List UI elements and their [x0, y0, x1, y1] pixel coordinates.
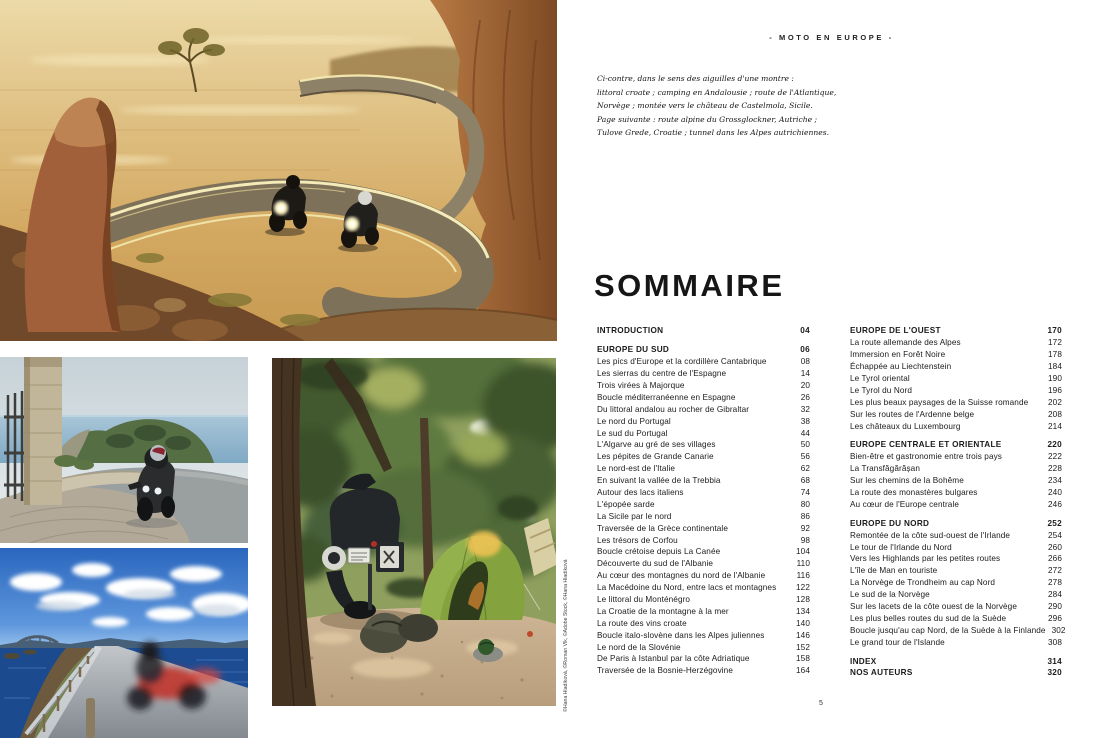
toc-section-row [597, 344, 810, 356]
toc-entry-row [597, 475, 810, 487]
photo-camping-andalusia [272, 358, 556, 706]
toc-entry-row [850, 636, 1062, 648]
toc-entry-label: En suivant la vallée de la Trebbia [597, 476, 721, 486]
toc-entry-label: Sur les routes de l'Ardenne belge [850, 409, 975, 419]
toc-entry-row [597, 605, 810, 617]
toc-entry-label: La route des vins croate [597, 618, 687, 628]
toc-entry-page-number: 252 [1047, 518, 1062, 528]
toc-entry-row [597, 380, 810, 392]
toc-entry-row [850, 577, 1062, 589]
toc-entry-page-number: 228 [1048, 464, 1062, 474]
toc-entry-label: Boucle jusqu'au cap Nord, de la Suède à la Finlande [850, 625, 1046, 635]
toc-entry-page-number: 152 [796, 642, 810, 652]
toc-entry-page-number: 272 [1048, 566, 1062, 576]
toc-entry-page-number: 32 [800, 404, 810, 414]
toc-entry-label: Le tour de l'Irlande du Nord [850, 542, 952, 552]
toc-entry-page-number: 44 [800, 428, 810, 438]
toc-entry-label: Vers les Highlands par les petites routes [850, 554, 1001, 564]
toc-entry-row [850, 475, 1062, 487]
toc-entry-label: La Sicile par le nord [597, 511, 672, 521]
toc-gap [850, 510, 1062, 517]
toc-entry-page-number: 278 [1048, 578, 1062, 588]
toc-entry-label: NOS AUTEURS [850, 668, 913, 678]
toc-entry-label: La route des monastères bulgares [850, 488, 978, 498]
toc-entry-label: La route allemande des Alpes [850, 338, 961, 348]
toc-entry-label: Les trésors de Corfou [597, 535, 678, 545]
toc-entry-label: Les châteaux du Luxembourg [850, 421, 961, 431]
toc-entry-row [597, 498, 810, 510]
folio-page-number: 5 [819, 700, 823, 707]
toc-entry-row [597, 617, 810, 629]
toc-entry-label: La Croatie de la montagne à la mer [597, 606, 729, 616]
toc-entry-page-number: 302 [1051, 625, 1066, 635]
toc-entry-page-number: 196 [1048, 385, 1062, 395]
toc-entry-label: Les sierras du centre de l'Espagne [597, 369, 727, 379]
toc-entry-page-number: 234 [1048, 476, 1062, 486]
toc-entry-page-number: 246 [1048, 499, 1062, 509]
toc-entry-label: Le grand tour de l'Islande [850, 637, 945, 647]
toc-entry-label: Le Tyrol du Nord [850, 385, 912, 395]
toc-entry-row [597, 368, 810, 380]
toc-entry-label: L'épopée sarde [597, 499, 655, 509]
toc-entry-label: Les pics d'Europe et la cordillère Cantabrique [597, 357, 767, 367]
toc-entry-row [850, 624, 1066, 636]
toc-entry-row [597, 570, 810, 582]
toc-entry-page-number: 164 [796, 666, 810, 676]
toc-entry-label: Le sud de la Norvège [850, 590, 930, 600]
toc-entry-row [850, 373, 1062, 385]
toc-entry-row [850, 553, 1062, 565]
toc-entry-page-number: 08 [800, 357, 810, 367]
toc-entry-row [597, 510, 810, 522]
caption-line: littoral croate ; camping en Andalousie ; route de l'Atlantique, [597, 87, 837, 97]
caption-line: Page suivante : route alpine du Grossglockner, Autriche ; [597, 114, 818, 124]
toc-gap [597, 337, 810, 344]
toc-column-right [850, 325, 1066, 679]
toc-entry-page-number: 56 [800, 452, 810, 462]
toc-entry-label: La Macédoine du Nord, entre lacs et montagnes [597, 583, 777, 593]
toc-entry-page-number: 104 [796, 547, 810, 557]
toc-entry-row [850, 463, 1062, 475]
toc-entry-page-number: 80 [800, 499, 810, 509]
running-header: - MOTO EN EUROPE - [769, 33, 894, 42]
toc-section-row [850, 325, 1062, 337]
toc-entry-row [597, 391, 810, 403]
toc-entry-label: Au cœur des montagnes du nord de l'Albanie [597, 571, 766, 581]
caption-line: Ci-contre, dans le sens des aiguilles d'une montre : [597, 74, 794, 83]
toc-entry-row [850, 361, 1062, 373]
toc-entry-row [597, 629, 810, 641]
toc-gap [850, 648, 1062, 655]
toc-entry-row [850, 408, 1062, 420]
toc-entry-page-number: 86 [800, 511, 810, 521]
toc-entry-page-number: 98 [800, 535, 810, 545]
toc-entry-row [597, 487, 810, 499]
toc-entry-label: Boucle méditerranéenne en Espagne [597, 392, 736, 402]
toc-entry-label: Échappée au Liechtenstein [850, 362, 952, 372]
toc-entry-page-number: 116 [796, 571, 810, 581]
toc-entry-page-number: 122 [796, 583, 810, 593]
toc-entry-page-number: 06 [800, 345, 810, 355]
toc-entry-page-number: 140 [796, 618, 810, 628]
toc-entry-row [597, 594, 810, 606]
toc-entry-label: Les pépites de Grande Canarie [597, 452, 714, 462]
toc-entry-row [597, 451, 810, 463]
toc-entry-label: Découverte du sud de l'Albanie [597, 559, 714, 569]
toc-entry-label: EUROPE DU SUD [597, 345, 670, 355]
toc-section-row [850, 517, 1062, 529]
toc-column-left [597, 325, 810, 677]
toc-entry-row [850, 529, 1062, 541]
photo-credit: ©Hana Hladíková, ©Roman Vlk, ©Adobe Stock, ©Hana Hladíková [563, 559, 569, 712]
page-title: SOMMAIRE [594, 268, 785, 303]
toc-entry-page-number: 202 [1048, 397, 1062, 407]
toc-entry-label: Bien-être et gastronomie entre trois pays [850, 452, 1003, 462]
toc-entry-page-number: 92 [800, 523, 810, 533]
toc-entry-row [850, 498, 1062, 510]
photo-atlantic-road-norway [0, 548, 248, 738]
toc-entry-label: Traversée de la Bosnie-Herzégovine [597, 666, 733, 676]
toc-entry-row [597, 522, 810, 534]
toc-entry-label: Sur les lacets de la côte ouest de la Norvège [850, 602, 1017, 612]
toc-entry-label: L'Algarve au gré de ses villages [597, 440, 716, 450]
toc-entry-label: Les plus beaux paysages de la Suisse romande [850, 397, 1029, 407]
toc-entry-row [850, 487, 1062, 499]
toc-entry-page-number: 172 [1048, 338, 1062, 348]
toc-entry-page-number: 14 [800, 369, 810, 379]
photo-croatian-coast-sunset [0, 0, 557, 341]
toc-entry-page-number: 146 [796, 630, 810, 640]
toc-entry-label: Autour des lacs italiens [597, 488, 684, 498]
toc-entry-row [597, 665, 810, 677]
toc-entry-row [850, 337, 1062, 349]
toc-entry-label: Au cœur de l'Europe centrale [850, 499, 960, 509]
toc-entry-row [597, 356, 810, 368]
toc-entry-row [850, 541, 1062, 553]
toc-section-row [850, 667, 1062, 679]
toc-entry-row [850, 589, 1062, 601]
caption-line: Norvège ; montée vers le château de Castelmola, Sicile. [597, 101, 813, 111]
toc-entry-page-number: 266 [1048, 554, 1062, 564]
toc-entry-row [597, 534, 810, 546]
toc-entry-page-number: 26 [800, 392, 810, 402]
caption-line: Tulove Grede, Croatie ; tunnel dans les Alpes autrichiennes. [597, 128, 830, 138]
toc-entry-row [597, 439, 810, 451]
toc-entry-label: EUROPE DU NORD [850, 518, 930, 528]
toc-entry-row [850, 601, 1062, 613]
toc-entry-page-number: 128 [796, 595, 810, 605]
toc-entry-page-number: 254 [1048, 530, 1062, 540]
toc-entry-page-number: 184 [1048, 362, 1062, 372]
toc-entry-page-number: 38 [800, 416, 810, 426]
toc-entry-row [597, 403, 810, 415]
toc-entry-label: Remontée de la côte sud-ouest de l'Irlande [850, 530, 1011, 540]
toc-entry-row [597, 463, 810, 475]
toc-section-row [850, 655, 1062, 667]
toc-entry-row [850, 565, 1062, 577]
toc-entry-page-number: 222 [1048, 452, 1062, 462]
toc-entry-row [850, 384, 1062, 396]
toc-entry-page-number: 50 [800, 440, 810, 450]
toc-entry-label: Trois virées à Majorque [597, 381, 685, 390]
toc-entry-row [597, 641, 810, 653]
toc-entry-row [850, 612, 1062, 624]
toc-entry-page-number: 170 [1047, 326, 1062, 336]
photo-caption [597, 72, 847, 140]
toc-entry-row [597, 415, 810, 427]
toc-entry-label: Le nord de la Slovénie [597, 642, 681, 652]
toc-entry-row [597, 653, 810, 665]
toc-entry-label: La Transfăgărășan [850, 464, 920, 474]
toc-section-row [597, 325, 810, 337]
toc-entry-page-number: 284 [1048, 590, 1062, 600]
toc-entry-row [597, 546, 810, 558]
photo-castelmola-sicily [0, 357, 248, 543]
toc-entry-label: Le Tyrol oriental [850, 374, 910, 383]
toc-entry-label: Les plus belles routes du sud de la Suède [850, 613, 1007, 623]
toc-entry-page-number: 214 [1048, 421, 1062, 431]
toc-entry-page-number: 158 [796, 654, 810, 664]
toc-entry-label: De Paris à Istanbul par la côte Adriatique [597, 654, 750, 664]
toc-entry-row [597, 558, 810, 570]
toc-entry-page-number: 178 [1048, 350, 1062, 360]
toc-entry-page-number: 208 [1048, 409, 1062, 419]
toc-entry-label: L'île de Man en touriste [850, 566, 938, 576]
toc-entry-page-number: 260 [1048, 542, 1062, 552]
toc-entry-page-number: 134 [796, 606, 810, 616]
toc-entry-label: EUROPE DE L'OUEST [850, 326, 941, 336]
toc-gap [850, 432, 1062, 439]
toc-entry-label: Le sud du Portugal [597, 428, 668, 438]
toc-entry-row [850, 349, 1062, 361]
toc-entry-page-number: 74 [800, 488, 810, 498]
toc-entry-label: La Norvège de Trondheim au cap Nord [850, 578, 996, 588]
toc-entry-page-number: 240 [1048, 488, 1062, 498]
toc-entry-label: Le nord-est de l'Italie [597, 464, 676, 474]
toc-entry-label: Boucle crétoise depuis La Canée [597, 547, 721, 557]
toc-entry-row [850, 420, 1062, 432]
toc-entry-label: INDEX [850, 656, 877, 666]
toc-entry-page-number: 320 [1047, 668, 1062, 678]
toc-entry-label: INTRODUCTION [597, 326, 664, 336]
toc-entry-label: Le nord du Portugal [597, 416, 671, 426]
toc-entry-page-number: 68 [800, 476, 810, 486]
toc-entry-page-number: 110 [796, 559, 810, 569]
toc-entry-page-number: 20 [800, 381, 810, 390]
toc-entry-row [597, 427, 810, 439]
toc-entry-label: Du littoral andalou au rocher de Gibraltar [597, 404, 750, 414]
toc-entry-row [850, 396, 1062, 408]
toc-entry-label: EUROPE CENTRALE ET ORIENTALE [850, 440, 1002, 450]
toc-entry-page-number: 308 [1048, 637, 1062, 647]
toc-entry-label: Boucle italo-slovène dans les Alpes juliennes [597, 630, 765, 640]
toc-entry-row [597, 582, 810, 594]
toc-section-row [850, 439, 1062, 451]
toc-entry-label: Immersion en Forêt Noire [850, 350, 946, 360]
toc-entry-label: Le littoral du Monténégro [597, 595, 691, 605]
toc-entry-page-number: 04 [800, 326, 810, 336]
toc-entry-label: Sur les chemins de la Bohême [850, 476, 964, 486]
toc-entry-row [850, 451, 1062, 463]
toc-entry-page-number: 220 [1047, 440, 1062, 450]
toc-entry-page-number: 296 [1048, 613, 1062, 623]
toc-entry-page-number: 290 [1048, 602, 1062, 612]
toc-entry-page-number: 314 [1047, 656, 1062, 666]
toc-entry-page-number: 190 [1048, 374, 1062, 383]
toc-entry-label: Traversée de la Grèce continentale [597, 523, 728, 533]
toc-entry-page-number: 62 [800, 464, 810, 474]
